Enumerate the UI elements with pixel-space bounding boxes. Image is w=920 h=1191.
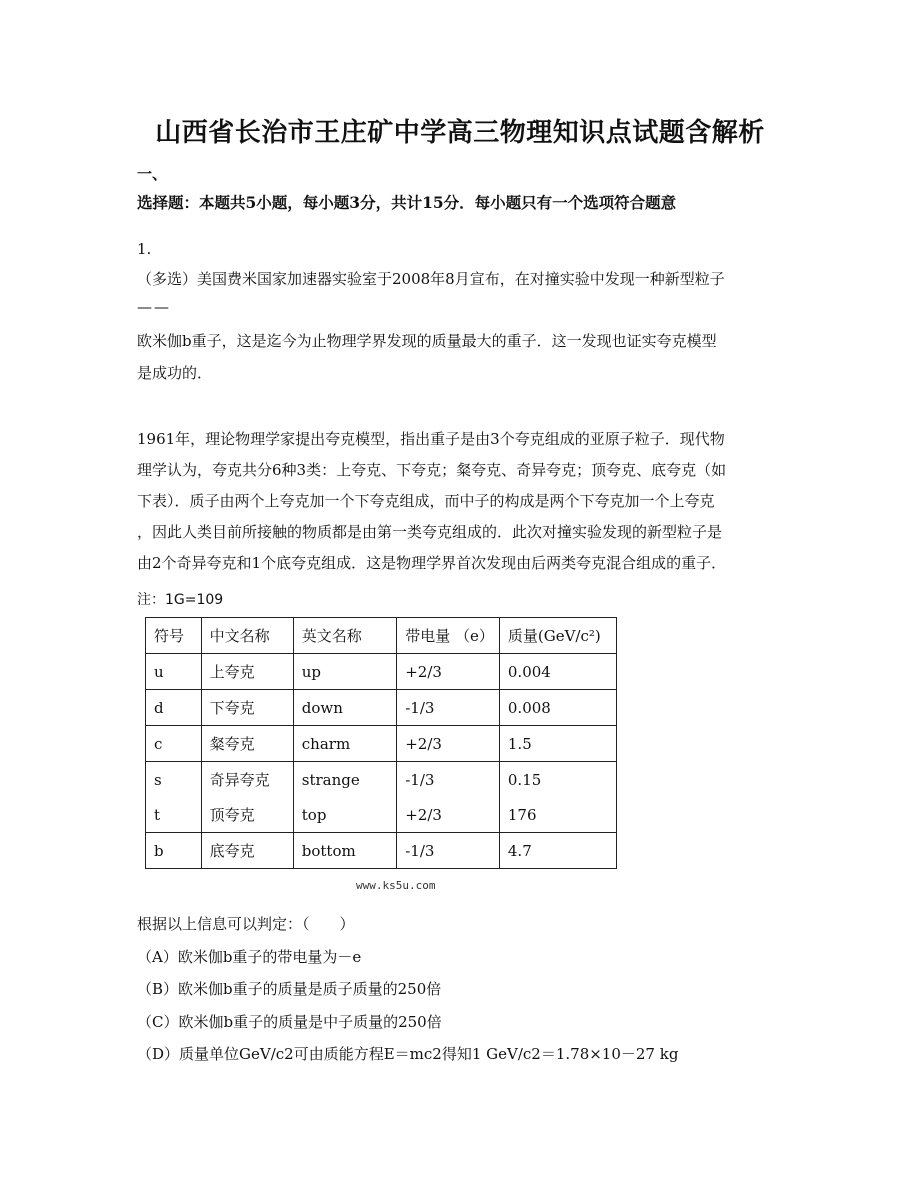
- paragraph2-line: ，因此人类目前所接触的物质都是由第一类夸克组成的．此次对撞实验发现的新型粒子是: [137, 523, 723, 541]
- table-cell: -1/3: [397, 833, 500, 869]
- section-number: 一、: [137, 165, 168, 183]
- paragraph2-line: 理学认为，夸克共分6种3类：上夸克、下夸克；粲夸克、奇异夸克；顶夸克、底夸克（如: [137, 461, 727, 479]
- option-a: （A）欧米伽b重子的带电量为－e: [137, 948, 362, 966]
- table-cell: t: [146, 797, 202, 833]
- table-cell: top: [293, 797, 396, 833]
- table-cell: -1/3: [397, 762, 500, 798]
- question-stem: 根据以上信息可以判定：（ ）: [137, 915, 355, 933]
- table-cell: 下夸克: [201, 690, 293, 726]
- table-row: [146, 690, 617, 726]
- table-header-row: [146, 618, 617, 654]
- table-cell: +2/3: [397, 797, 500, 833]
- table-row: [146, 762, 617, 798]
- document-title: 山西省长治市王庄矿中学高三物理知识点试题含解析: [155, 118, 765, 148]
- paragraph2-line: 由2个奇异夸克和1个底夸克组成．这是物理学界首次发现由后两类夸克混合组成的重子．: [137, 554, 727, 572]
- table-cell: d: [146, 690, 202, 726]
- table-header-cell: 质量(GeV/c²): [499, 618, 616, 654]
- table-cell: u: [146, 654, 202, 690]
- question-number: 1.: [137, 240, 152, 258]
- watermark: www.ks5u.com: [356, 879, 436, 892]
- table-header-cell: 英文名称: [293, 618, 396, 654]
- table-cell: +2/3: [397, 654, 500, 690]
- table-cell: 底夸克: [201, 833, 293, 869]
- table-row: [146, 726, 617, 762]
- option-d: （D）质量单位GeV/c2可由质能方程E＝mc2得知1 GeV/c2＝1.78×10－27 kg: [137, 1045, 679, 1063]
- paragraph1-line: 是成功的．: [137, 364, 213, 382]
- option-b: （B）欧米伽b重子的质量是质子质量的250倍: [137, 980, 442, 998]
- table-row: [146, 797, 617, 833]
- table-header-cell: 中文名称: [201, 618, 293, 654]
- table-cell: 0.004: [499, 654, 616, 690]
- table-row: [146, 654, 617, 690]
- table-cell: strange: [293, 762, 396, 798]
- table-cell: b: [146, 833, 202, 869]
- note: 注：1G=109: [137, 592, 224, 608]
- table-cell: 4.7: [499, 833, 616, 869]
- option-c: （C）欧米伽b重子的质量是中子质量的250倍: [137, 1013, 442, 1031]
- table-cell: s: [146, 762, 202, 798]
- table-cell: 顶夸克: [201, 797, 293, 833]
- quark-table: [145, 617, 617, 869]
- table-cell: 176: [499, 797, 616, 833]
- paragraph1-line: 欧米伽b重子，这是迄今为止物理学界发现的质量最大的重子．这一发现也证实夸克模型: [137, 332, 717, 350]
- table-cell: bottom: [293, 833, 396, 869]
- table-cell: 上夸克: [201, 654, 293, 690]
- table-cell: charm: [293, 726, 396, 762]
- table-cell: +2/3: [397, 726, 500, 762]
- section-header: 选择题：本题共5小题，每小题3分，共计15分．每小题只有一个选项符合题意: [137, 193, 677, 212]
- paragraph2-line: 1961年，理论物理学家提出夸克模型，指出重子是由3个夸克组成的亚原子粒子．现代物: [137, 430, 725, 448]
- table-cell: 粲夸克: [201, 726, 293, 762]
- table-row: [146, 833, 617, 869]
- table-header-cell: 符号: [146, 618, 202, 654]
- table-cell: down: [293, 690, 396, 726]
- paragraph1-line: （多选）美国费米国家加速器实验室于2008年8月宣布，在对撞实验中发现一种新型粒子: [137, 270, 725, 288]
- table-cell: 0.15: [499, 762, 616, 798]
- table-cell: 0.008: [499, 690, 616, 726]
- table-header-cell: 带电量 （e）: [397, 618, 500, 654]
- paragraph2-line: 下表）．质子由两个上夸克加一个下夸克组成，而中子的构成是两个下夸克加一个上夸克: [137, 492, 715, 510]
- table-cell: c: [146, 726, 202, 762]
- paragraph1-line: ——: [137, 298, 171, 316]
- table-cell: 1.5: [499, 726, 616, 762]
- table-cell: up: [293, 654, 396, 690]
- table-cell: 奇异夸克: [201, 762, 293, 798]
- table-cell: -1/3: [397, 690, 500, 726]
